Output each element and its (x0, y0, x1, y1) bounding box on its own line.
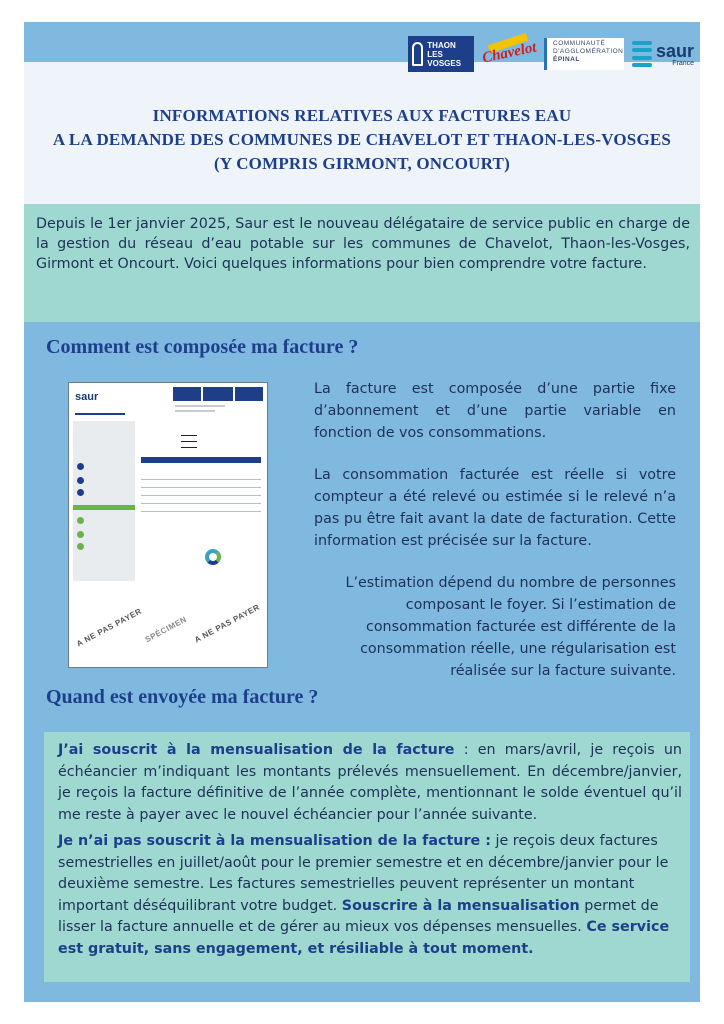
invoice-stamp-center: SPÉCIMEN (143, 614, 189, 645)
invoice-logo: saur (75, 391, 99, 403)
invoice-sidebar (73, 421, 135, 581)
not-subscribed-label: Je n’ai pas souscrit à la mensualisation de la facture : (58, 833, 491, 849)
thaon-mark-icon (412, 42, 423, 66)
invoice-donut-chart (205, 549, 221, 565)
chavelot-logo (482, 35, 536, 73)
invoice-stamp-right: A NE PAS PAYER (193, 602, 262, 645)
invoice-dots (181, 447, 197, 448)
epinal-line-1: COMMUNAUTÉ (553, 40, 606, 47)
title-line-2: A LA DEMANDE DES COMMUNES DE CHAVELOT ET THAON-LES-VOSGES (52, 130, 672, 149)
thaon-logo-text: THAON LES VOSGES (427, 40, 462, 68)
invoice-service-icon (77, 531, 84, 538)
invoice-text-line (175, 405, 225, 407)
monthly-subscribed-label: J’ai souscrit à la mensualisation de la facture (58, 742, 455, 758)
invoice-contact-icon (77, 463, 84, 470)
intro-box (24, 204, 700, 322)
invoice-contact-icon (77, 489, 84, 496)
free-service-highlight: Ce service est gratuit, sans engagement, et résiliable à tout moment. (58, 919, 670, 957)
invoice-header-block (235, 387, 263, 401)
composition-paragraph-1: La facture est composée d’une partie fixe d’abonnement et d’une partie variable en fonction de vos consommations. (314, 381, 676, 441)
sending-paragraph-2 (58, 831, 682, 960)
invoice-dots (181, 441, 197, 442)
invoice-service-icon (77, 517, 84, 524)
invoice-message-label (75, 413, 125, 415)
sending-box (44, 732, 690, 982)
saur-country: France (672, 59, 695, 67)
invoice-text-line (175, 410, 215, 412)
sending-heading: Quand est envoyée ma facture ? (46, 686, 319, 708)
epinal-line-2: D'AGGLOMÉRATION (553, 48, 624, 55)
invoice-table-row (141, 507, 261, 512)
sending-paragraph-1 (58, 740, 682, 826)
invoice-summary-bar (141, 457, 261, 463)
invoice-header-block (203, 387, 233, 401)
composition-paragraph-2: La consommation facturée est réelle si votre compteur a été relevé ou estimée si le relevé n’a pas pu être fait avant la date de facturation. Cette information est précisée sur la facture. (314, 467, 676, 549)
monthly-subscribed-text: : en mars/avril, je reçois un échéancier m’indiquant les montants prélevés mensuellement. En décembre/janvier, je reçois la facture définitive de l’année complète, mentionnant le solde éventuel qu’il me reste à payer avec le nouvel échéancier pour l’année suivante. (58, 742, 682, 823)
invoice-green-bar (73, 505, 135, 510)
partner-logos (408, 34, 696, 74)
title-line-3: (Y COMPRIS GIRMONT, ONCOURT) (214, 154, 510, 173)
invoice-table-row (141, 475, 261, 480)
epinal-logo (544, 38, 624, 70)
composition-paragraph-3: L’estimation dépend du nombre de personnes composant le foyer. Si l’estimation de consommation facturée est différente de la consommation réelle, une régularisation est réalisée sur la facture suivante. (345, 575, 676, 679)
not-subscribed-text: je reçois deux factures semestrielles en juillet/août pour le premier semestre et en décembre/janvier pour le deuxième semestre. Les factures semestrielles peuvent représenter un montant important déséquilibrant votre budget. (58, 833, 669, 914)
chavelot-logo-text: Chavelot (480, 39, 538, 67)
invoice-header-block (173, 387, 201, 401)
saur-brand: saur (656, 40, 695, 61)
invoice-table-row (141, 483, 261, 488)
invoice-table-row (141, 499, 261, 504)
page-title (24, 104, 700, 176)
invoice-table-row (141, 491, 261, 496)
subscribe-highlight: Souscrire à la mensualisation (341, 897, 580, 914)
invoice-stamp-left: A NE PAS PAYER (75, 606, 144, 649)
epinal-line-3: ÉPINAL (553, 56, 580, 63)
invoice-specimen-image (68, 382, 268, 668)
composition-text (314, 378, 676, 702)
title-line-1: INFORMATIONS RELATIVES AUX FACTURES EAU (152, 106, 572, 125)
intro-text: Depuis le 1er janvier 2025, Saur est le nouveau délégataire de service public en charge de la gestion du réseau d’eau potable sur les communes de Chavelot, Thaon-les-Vosges, Girmont et Oncourt. Voici quelques informations pour bien comprendre votre facture. (36, 216, 690, 272)
saur-logo (632, 36, 696, 72)
subscribe-text: permet de lisser la facture annuelle et de gérer au mieux vos dépenses mensuelles. (58, 897, 659, 935)
saur-waves-icon (632, 41, 652, 67)
invoice-service-icon (77, 543, 84, 550)
thaon-logo (408, 36, 474, 72)
composition-heading: Comment est composée ma facture ? (46, 336, 359, 358)
invoice-dots (181, 435, 197, 436)
invoice-contact-icon (77, 477, 84, 484)
